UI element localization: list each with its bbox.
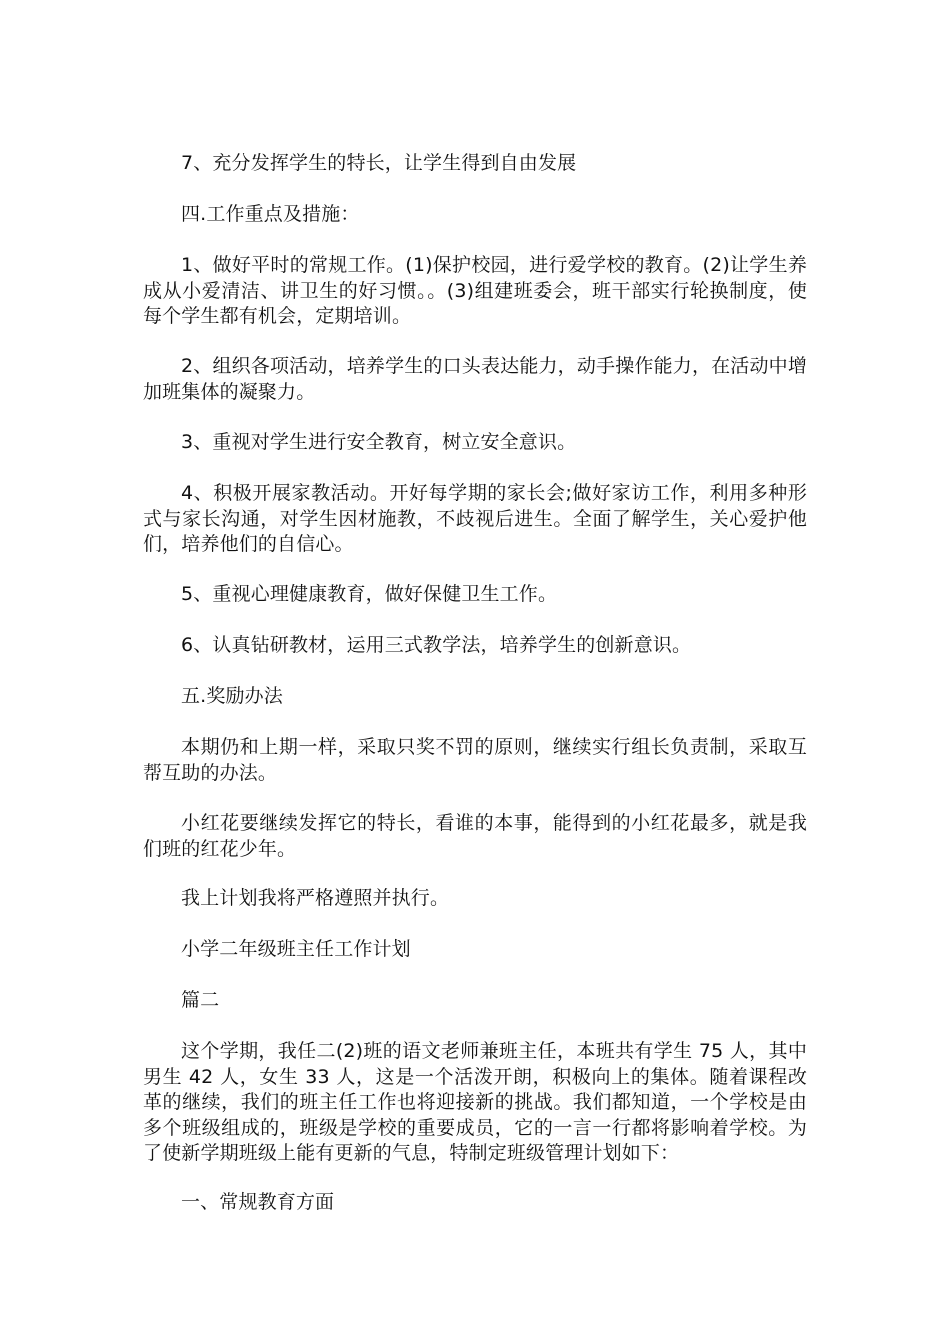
part-label: 篇二 [181, 989, 220, 1011]
section-heading-4: 四.工作重点及措施： [181, 203, 360, 225]
document-title: 小学二年级班主任工作计划 [181, 938, 411, 960]
paragraph-11: 这个学期，我任二(2)班的语文老师兼班主任，本班共有学生 75 人，其中男生 42 人，女生 33 人，这是一个活泼开朗，积极向上的集体。随着课程改革的继续，我们的班主任工作也将迎接新的挑战。我们都知道，一个学校是由多个班级组成的，班级是学校的重要成员，它的一言一行都将影响着学校。为了使新学期班级上能有更新的气息，特制定班级管理计划如下： [143, 1040, 807, 1164]
section-heading-1: 一、常规教育方面 [181, 1191, 335, 1213]
paragraph-8: 本期仍和上期一样，采取只奖不罚的原则，继续实行组长负责制，采取互帮互助的办法。 [143, 736, 807, 784]
paragraph-1: 7、充分发挥学生的特长，让学生得到自由发展 [181, 152, 577, 174]
paragraph-6: 5、重视心理健康教育，做好保健卫生工作。 [181, 583, 558, 605]
paragraph-9: 小红花要继续发挥它的特长，看谁的本事，能得到的小红花最多，就是我们班的红花少年。 [143, 812, 807, 860]
paragraph-2: 1、做好平时的常规工作。(1)保护校园，进行爱学校的教育。(2)让学生养成从小爱清洁、讲卫生的好习惯。。(3)组建班委会，班干部实行轮换制度，使每个学生都有机会，定期培训。 [143, 254, 807, 327]
paragraph-7: 6、认真钻研教材，运用三式教学法，培养学生的创新意识。 [181, 634, 692, 656]
paragraph-5: 4、积极开展家教活动。开好每学期的家长会;做好家访工作，利用多种形式与家长沟通，对学生因材施教，不歧视后进生。全面了解学生，关心爱护他们，培养他们的自信心。 [143, 482, 807, 555]
section-heading-5: 五.奖励办法 [181, 685, 283, 707]
paragraph-10: 我上计划我将严格遵照并执行。 [181, 887, 450, 909]
paragraph-4: 3、重视对学生进行安全教育，树立安全意识。 [181, 431, 577, 453]
paragraph-3: 2、组织各项活动，培养学生的口头表达能力，动手操作能力，在活动中增加班集体的凝聚力。 [143, 355, 807, 403]
